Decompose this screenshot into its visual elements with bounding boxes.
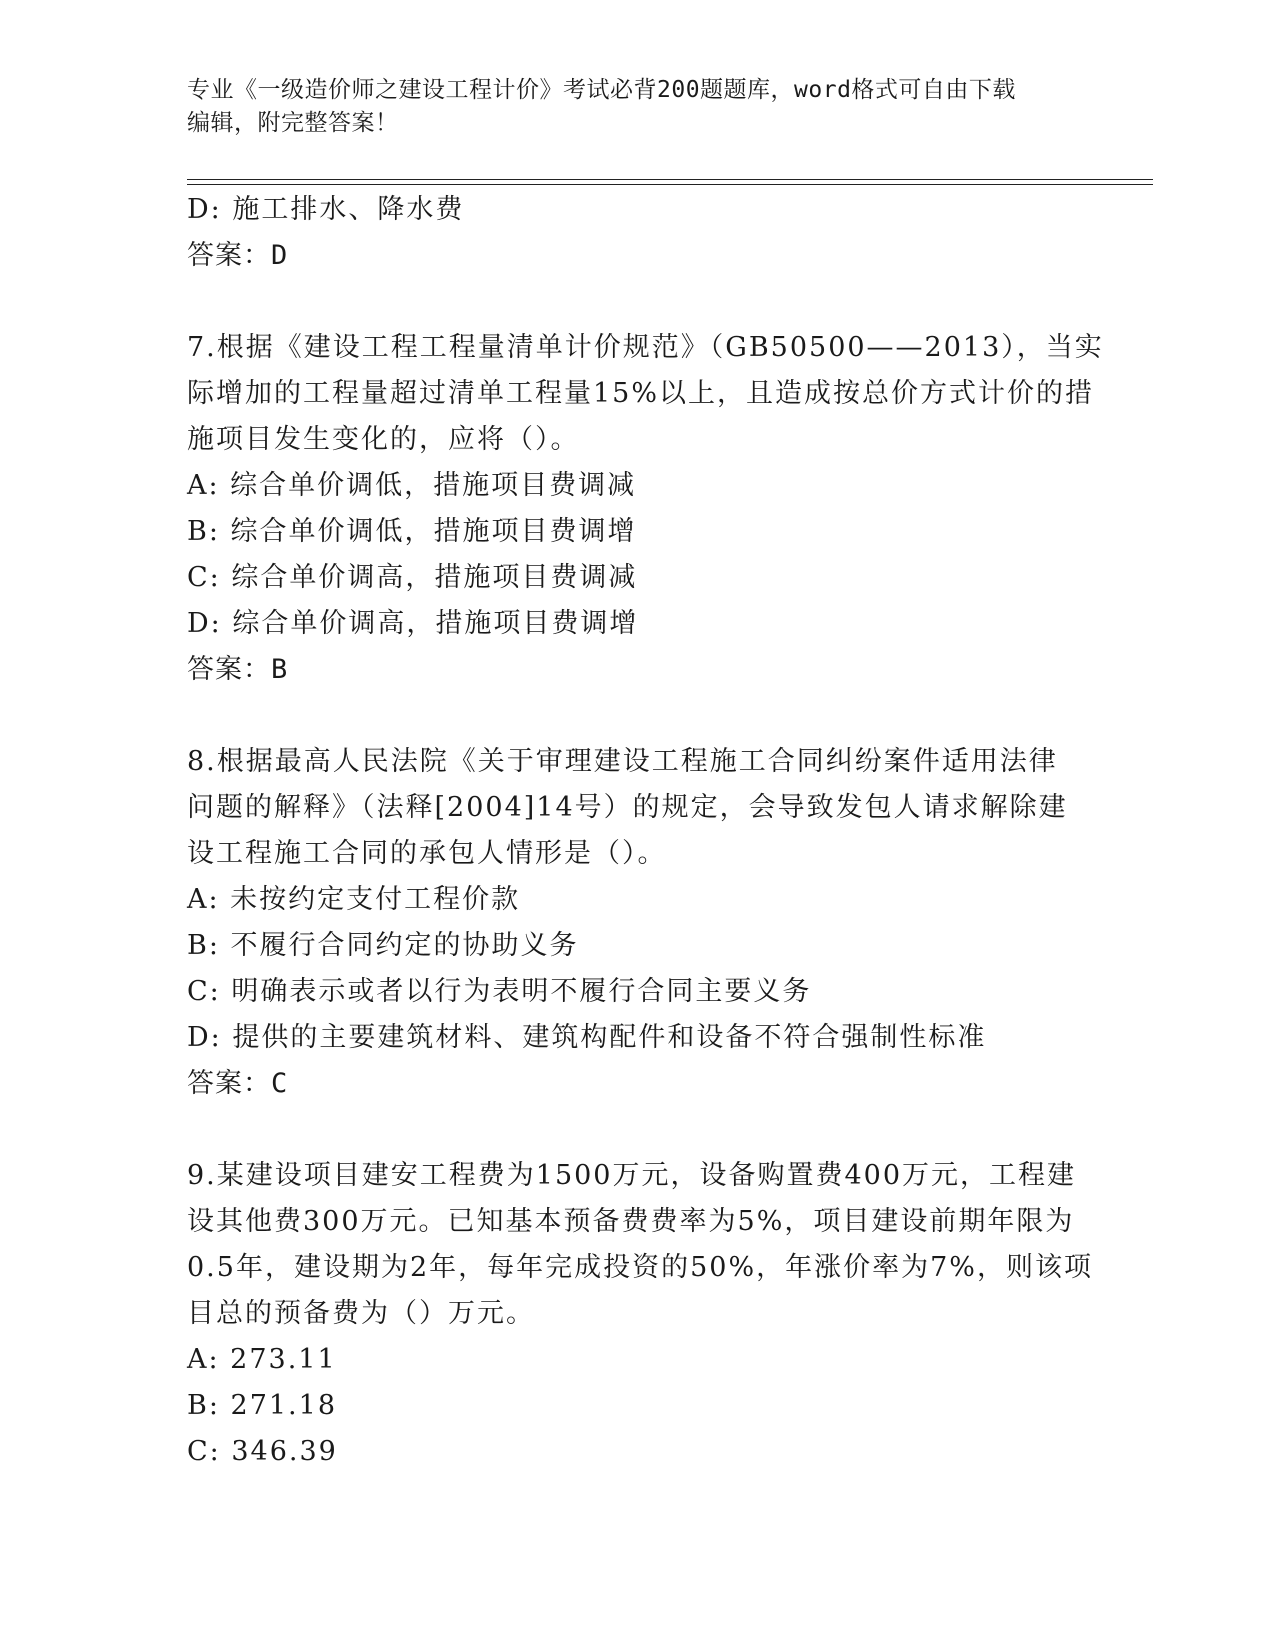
answer-label: 答案：B bbox=[187, 654, 289, 685]
question-stem-line: 8.根据最高人民法院《关于审理建设工程施工合同纠纷案件适用法律 bbox=[187, 746, 1058, 777]
option-b: B: 不履行合同约定的协助义务 bbox=[187, 930, 579, 961]
answer-label: 答案：C bbox=[187, 1068, 289, 1099]
question-stem-line: 0.5年，建设期为2年，每年完成投资的50%，年涨价率为7%，则该项 bbox=[187, 1252, 1093, 1283]
header-title-line-1: 专业《一级造价师之建设工程计价》考试必背200题题库，word格式可自由下载 bbox=[187, 77, 1016, 103]
question-spacer bbox=[187, 279, 1087, 325]
option-a: A: 273.11 bbox=[187, 1344, 337, 1375]
option-c: C: 综合单价调高，措施项目费调减 bbox=[187, 562, 638, 593]
option-d: D: 提供的主要建筑材料、建筑构配件和设备不符合强制性标准 bbox=[187, 1022, 987, 1053]
option-a: A: 综合单价调低，措施项目费调减 bbox=[187, 470, 637, 501]
option-b: B: 271.18 bbox=[187, 1390, 337, 1421]
question-6-tail bbox=[187, 187, 1087, 279]
option-d: D: 施工排水、降水费 bbox=[187, 194, 465, 225]
header-title-line-2: 编辑，附完整答案！ bbox=[187, 110, 399, 136]
option-c: C: 明确表示或者以行为表明不履行合同主要义务 bbox=[187, 976, 812, 1007]
question-stem-line: 目总的预备费为（）万元。 bbox=[187, 1298, 535, 1329]
question-9 bbox=[187, 1153, 1093, 1475]
question-spacer bbox=[187, 693, 1087, 739]
option-d: D: 综合单价调高，措施项目费调增 bbox=[187, 608, 639, 639]
question-8 bbox=[187, 739, 1087, 1107]
option-b: B: 综合单价调低，措施项目费调增 bbox=[187, 516, 637, 547]
question-stem-line: 设工程施工合同的承包人情形是（）。 bbox=[187, 838, 667, 869]
question-7 bbox=[187, 325, 1104, 693]
question-spacer bbox=[187, 1107, 1087, 1153]
answer-label: 答案：D bbox=[187, 240, 289, 271]
option-c: C: 346.39 bbox=[187, 1436, 338, 1467]
question-stem-line: 7.根据《建设工程工程量清单计价规范》（GB50500——2013），当实 bbox=[187, 332, 1104, 363]
header-divider-bottom bbox=[187, 184, 1153, 185]
option-a: A: 未按约定支付工程价款 bbox=[187, 884, 521, 915]
question-stem-line: 际增加的工程量超过清单工程量15%以上，且造成按总价方式计价的措 bbox=[187, 378, 1095, 409]
document-body bbox=[187, 187, 1104, 1475]
page-header bbox=[187, 74, 1087, 140]
question-stem-line: 9.某建设项目建安工程费为1500万元，设备购置费400万元，工程建 bbox=[187, 1160, 1077, 1191]
question-stem-line: 设其他费300万元。已知基本预备费费率为5%，项目建设前期年限为 bbox=[187, 1206, 1075, 1237]
header-divider-top bbox=[187, 179, 1153, 180]
question-stem-line: 问题的解释》（法释[2004]14号）的规定，会导致发包人请求解除建 bbox=[187, 792, 1068, 823]
question-stem-line: 施项目发生变化的，应将（）。 bbox=[187, 424, 580, 455]
